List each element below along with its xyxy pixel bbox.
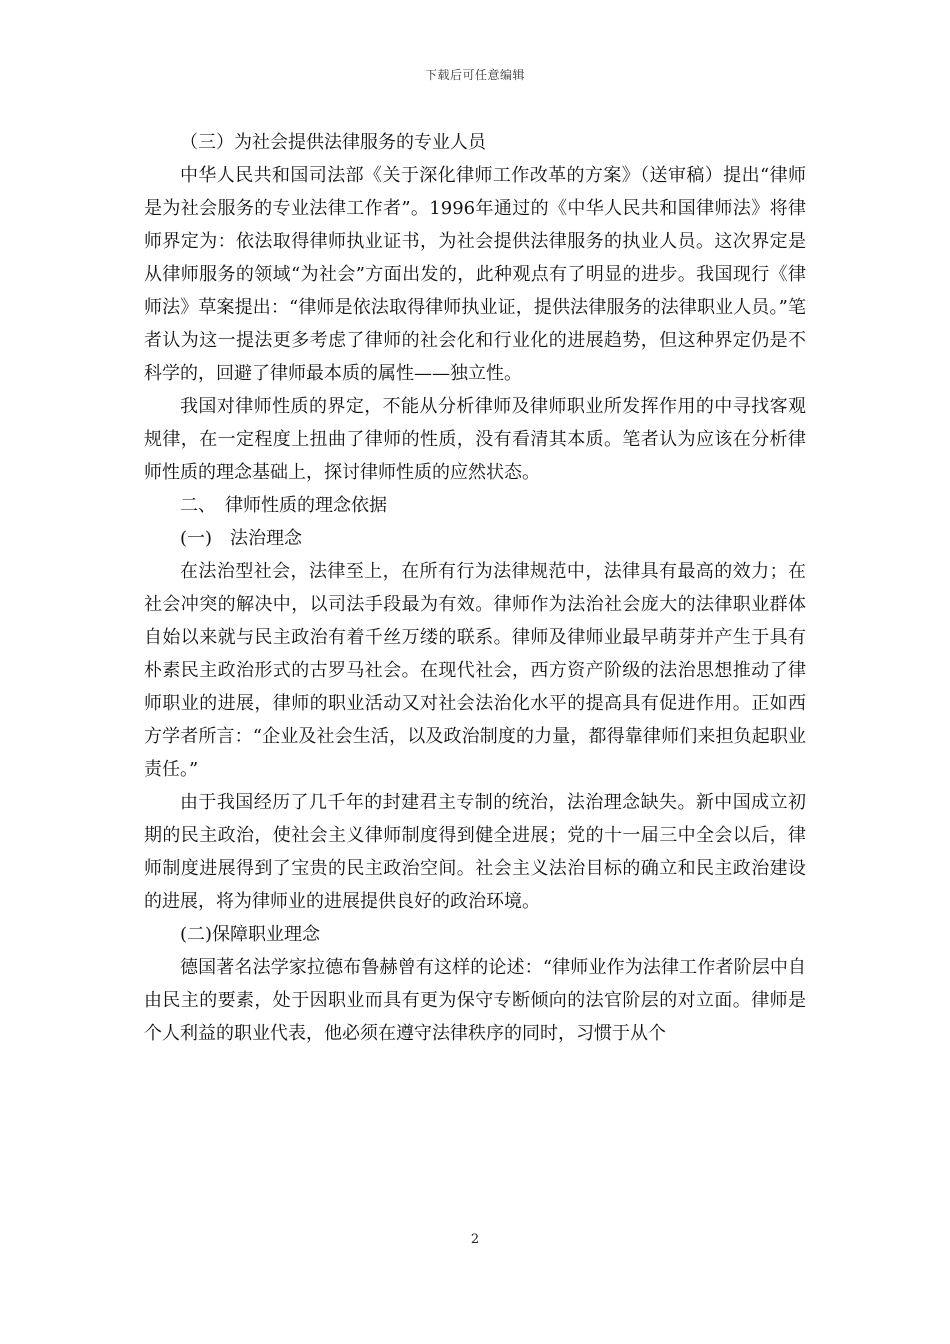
paragraph: 在法治型社会，法律至上，在所有行为法律规范中，法律具有最高的效力；在社会冲突的解决中，以司法手段最为有效。律师作为法治社会庞大的法律职业群体自始以来就与民主政治有着千丝万缕的联系。律师及律师业最早萌芽并产生于具有朴素民主政治形式的古罗马社会。在现代社会，西方资产阶级的法治思想推动了律师职业的进展，律师的职业活动又对社会法治化水平的提高具有促进作用。正如西方学者所言：“企业及社会生活，以及政治制度的力量，都得靠律师们来担负起职业责任。”: [144, 561, 806, 780]
section-heading-2: 二、 律师性质的理念依据: [180, 495, 387, 516]
subsection-heading-2: (二)保障职业理念: [180, 924, 321, 945]
page-number: 2: [470, 1232, 480, 1247]
paragraph: 德国著名法学家拉德布鲁赫曾有这样的论述：“律师业作为法律工作者阶层中自由民主的要素，处于因职业而具有更为保守专断倾向的法官阶层的对立面。律师是个人利益的职业代表，他必须在遵守法律秩序的同时，习惯于从个: [144, 957, 806, 1044]
subsection-heading-1: (一) 法治理念: [180, 528, 303, 549]
section-heading-3: （三）为社会提供法律服务的专业人员: [180, 132, 486, 153]
paragraph: 中华人民共和国司法部《关于深化律师工作改革的方案》（送审稿）提出“律师是为社会服务的专业法律工作者”。1996年通过的《中华人民共和国律师法》将律师界定为：依法取得律师执业证书，为社会提供法律服务的执业人员。这次界定是从律师服务的领域“为社会”方面出发的，此种观点有了明显的进步。我国现行《律师法》草案提出：“律师是依法取得律师执业证，提供法律服务的法律职业人员。”笔者认为这一提法更多考虑了律师的社会化和行业化的进展趋势，但这种界定仍是不科学的，回避了律师最本质的属性——独立性。: [144, 165, 806, 384]
page-header: 下载后可任意编辑: [424, 68, 525, 82]
paragraph: 我国对律师性质的界定，不能从分析律师及律师职业所发挥作用的中寻找客观规律，在一定程度上扭曲了律师的性质，没有看清其本质。笔者认为应该在分析律师性质的理念基础上，探讨律师性质的应然状态。: [144, 396, 806, 483]
paragraph: 由于我国经历了几千年的封建君主专制的统治，法治理念缺失。新中国成立初期的民主政治，使社会主义律师制度得到健全进展；党的十一届三中全会以后，律师制度进展得到了宝贵的民主政治空间。社会主义法治目标的确立和民主政治建设的进展，将为律师业的进展提供良好的政治环境。: [144, 792, 806, 912]
document-body: [144, 126, 806, 1050]
